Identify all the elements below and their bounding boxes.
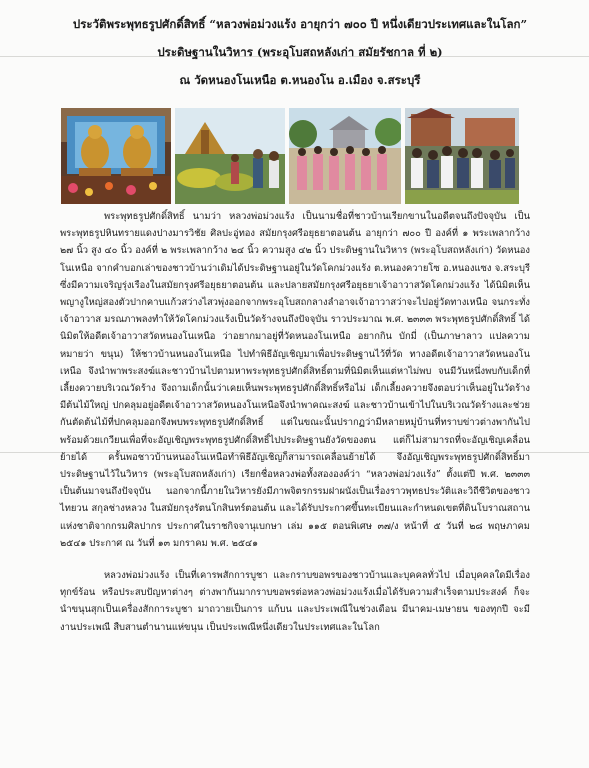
document-title: ประวัติพระพุทธรูปศักดิ์สิทธิ์ “หลวงพ่อม่วงแร้ง อายุกว่า ๗๐๐ ปี หนึ่งเดียวประเทศและในโลก” bbox=[72, 17, 528, 31]
photo-strip bbox=[61, 108, 519, 204]
buddha-statues-photo bbox=[61, 108, 171, 204]
procession-photo bbox=[289, 108, 401, 204]
body-paragraph: พระพุทธรูปศักดิ์สิทธิ์ นามว่า หลวงพ่อม่วงแร้ง เป็นนามชื่อที่ชาวบ้านเรียกขานในอดีตจนถึงปัจจุบัน เป็นพระพุทธรูปหินทรายแดงปางมารวิชัย ศิลปะอู่ทอง สมัยกรุงศรีอยุธยาตอนต้น อายุกว่า ๗๐๐ ปี องค์ที่ ๑ พระเพลากว้าง ๒๗ นิ้ว สูง ๔๐ นิ้ว องค์ที่ ๒ พระเพลากว้าง ๒๔ นิ้ว ความสูง ๔๒ นิ้ว ประดิษฐานในวิหาร (พระอุโบสถหลังเก่า) วัดหนองโนเหนือ จากคำบอกเล่าของชาวบ้านว่าเดิมได้ประดิษฐานอยู่ในวัดโคกม่วงแร้ง ต.หนองควายโซ อ.หนองแซง จ.สระบุรี ซึ่งมีความเจริญรุ่งเรืองในสมัยกรุงศรีอยุธยาตอนต้น และปลายสมัยกรุงศรีอยุธยาเจ้าอาวาสวัดโคกม่วงแร้ง ได้นิมิตเห็นพญางูใหญ่สองตัวปากคาบแก้วสว่างไสวพุ่งออกจากพระอุโบสถกลางลำอาจเจ้าอาวาสว่าจะไปอยู่วัดทางเหนือ จนกระทั่งเจ้าอาวาส มรณภาพลงทำให้วัดโคกม่วงแร้งเป็นวัดร้างจนถึงปัจจุบัน ราวประมาณ พ.ศ. ๒๓๓๓ พระพุทธรูปศักดิ์สิทธิ์ ได้นิมิตให้อดีตเจ้าอาวาสวัดหนองโนเหนือ ว่าอยากมาอยู่ที่วัดหนองโนเหนือ อยากกิน บักมี่ (เป็นภาษาลาว แปลความหมายว่า ขนุน) ให้ชาวบ้านหนองโนเหนือ ไปทำพิธีอัญเชิญมาเพื่อประดิษฐานไว้ที่วัด ทางอดีตเจ้าอาวาสวัดหนองโนเหนือ จึงนำพาพระสงฆ์และชาวบ้านไปตามหาพระพุทธรูปศักดิ์สิทธิ์ตามที่นิมิตเห็นแต่หาไม่พบ จนมีวันหนึ่งพบกับเด็กที่เลี้ยงควายบริเวณวัดร้าง จึงถามเด็กนั้นว่าเคยเห็นพระพุทธรูปศักดิ์สิทธิ์หรือไม่ เด็กเลี้ยงควายจึงตอบว่าเห็นอยู่ในวัดร้างมีต้นไม้ใหญ่ ปกคลุมอยู่อดีตเจ้าอาวาสวัดหนองโนเหนือจึงนำพาคณะสงฆ์ และชาวบ้านเข้าไปในบริเวณวัดร้างและช่วยกันตัดต้นไม้ที่ปกคลุมออกจึงพบพระพุทธรูปศักดิ์สิทธิ์ แต่ในขณะนั้นปรากฏว่ามีหลายหมู่บ้านที่ทราบข่าวต่างพากันไปพร้อมด้วยเกวียนเพื่อที่จะอัญเชิญพระพุทธรูปศักดิ์สิทธิ์ไปประดิษฐานยังวัดของตน แต่ก็ไม่สามารถที่จะอัญเชิญเคลื่อนย้ายได้ ครั้นพอชาวบ้านหนองโนเหนือทำพิธีอัญเชิญก็สามารถเคลื่อนย้ายได้ จึงอัญเชิญพระพุทธรูปศักดิ์สิทธิ์มาประดิษฐานไว้ในวิหาร (พระอุโบสถหลังเก่า) เรียกชื่อหลวงพ่อทั้งสององค์ว่า “หลวงพ่อม่วงแร้ง” ตั้งแต่ปี พ.ศ. ๒๓๓๓ เป็นต้นมาจนถึงปัจจุบัน นอกจากนี้ภายในวิหารยังมีภาพจิตรกรรมฝาผนังเป็นเรื่องราวพุทธประวัติและวิถีชีวิตของชาวไทยวน สกุลช่างหลวง ในสมัยกรุงรัตนโกสินทร์ตอนต้น และได้รับประกาศขึ้นทะเบียนและกำหนดเขตที่ดินโบราณสถานแห่งชาติจากกรมศิลปากร ประกาศในราชกิจจานุเบกษา เล่ม ๑๑๕ ตอนพิเศษ ๓๗/ง หน้าที่ ๕ วันที่ ๒๘ พฤษภาคม ๒๕๔๑ ประกาศ ณ วันที่ ๑๓ มกราคม พ.ศ. ๒๕๔๑ bbox=[60, 211, 530, 549]
document-body bbox=[60, 208, 530, 636]
document-subtitle: ประดิษฐานในวิหาร (พระอุโบสถหลังเก่า สมัยรัชกาล ที่ ๒) bbox=[157, 45, 443, 59]
villagers-gathering-photo bbox=[405, 108, 519, 204]
document-location: ณ วัดหนองโนเหนือ ต.หนองโน อ.เมือง จ.สระบุรี bbox=[179, 73, 421, 87]
offering-crowd-photo bbox=[175, 108, 285, 204]
body-paragraph: หลวงพ่อม่วงแร้ง เป็นที่เคารพสักการบูชา และกราบขอพรของชาวบ้านและบุคคลทั่วไป เมื่อบุคคลใดมีเรื่องทุกข์ร้อน หรือประสบปัญหาต่างๆ ต่างพากันมากราบขอพรต่อหลวงพ่อม่วงแร้งเมื่อได้รับความสำเร็จตามประสงค์ ก็จะนำขนุนสุกเป็นเครื่องสักการะบูชา มาถวายเป็นการ แก้บน และประเพณีในช่วงเดือน มีนาคม-เมษายน ของทุกปี จะมีงานประเพณี สืบสานตำนานแห่ขนุน เป็นประเพณีหนึ่งเดียวในประเทศและในโลก bbox=[60, 570, 530, 633]
